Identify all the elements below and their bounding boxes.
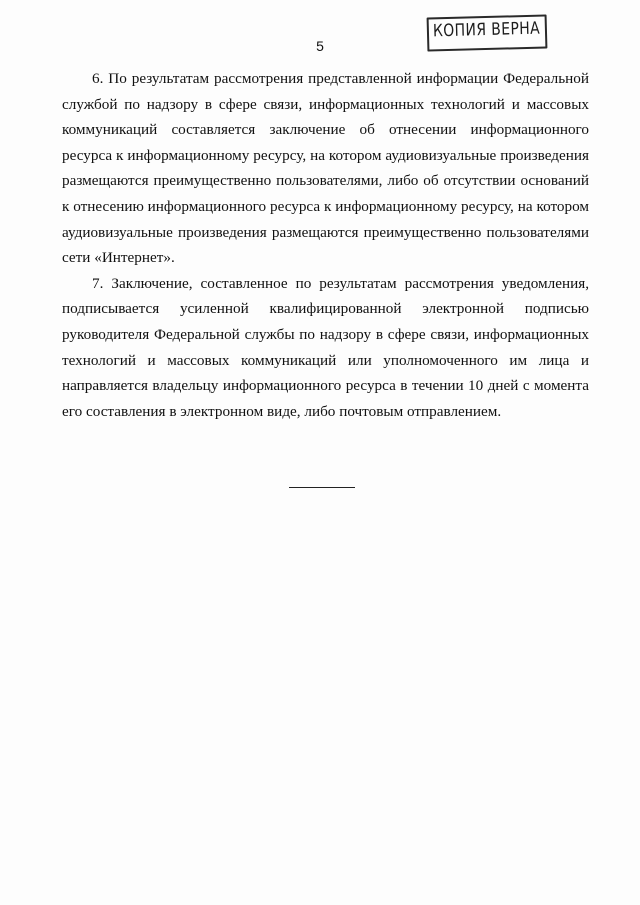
- page-number: 5: [316, 38, 324, 54]
- stamp-text: КОПИЯ ВЕРНА: [432, 18, 541, 42]
- end-of-document-rule: [289, 487, 355, 488]
- document-body: [62, 66, 589, 424]
- paragraph-6: 6. По результатам рассмотрения представленной информации Федеральной службой по надзору в сфере связи, информационных технологий и массовых коммуникаций составляется заключение об отнесении информационного ресурса к информационному ресурсу, на котором аудиовизуальные произведения размещаются преимущественно пользователями, либо об отсутствии оснований к отнесению информационного ресурса к информационному ресурсу, на котором аудиовизуальные произведения размещаются преимущественно пользователями сети «Интернет».: [62, 70, 589, 267]
- paragraph-7: 7. Заключение, составленное по результатам рассмотрения уведомления, подписывается усиленной квалифицированной электронной подписью руководителя Федеральной службы по надзору в сфере связи, информационных технологий и массовых коммуникаций или уполномоченного им лица и направляется владельцу информационного ресурса в течении 10 дней с момента его составления в электронном виде, либо почтовым отправлением.: [62, 274, 589, 420]
- copy-certified-stamp: [427, 14, 548, 51]
